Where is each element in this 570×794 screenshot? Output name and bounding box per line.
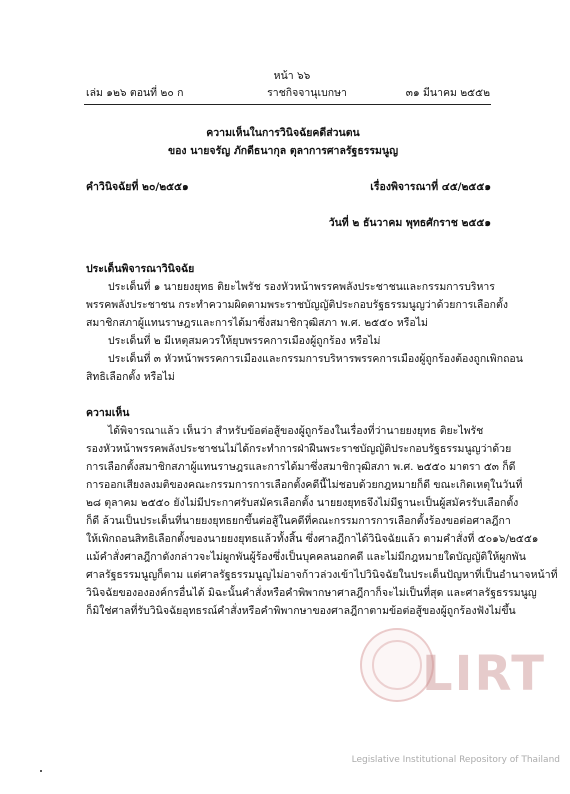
issue-line: สิทธิเลือกตั้ง หรือไม่ <box>86 371 175 383</box>
scan-speck <box>40 770 42 772</box>
opinion-line: ๒๘ ตุลาคม ๒๕๕๐ ยังไม่มีประกาศรับสมัครเลือกตั้ง นายยงยุทธจึงไม่มีฐานะเป็นผู้สมัครรับเลือกตั้ง <box>86 497 519 509</box>
issue-line: พรรคพลังประชาชน กระทำความผิดตามพระราชบัญญัติประกอบรัฐธรรมนูญว่าด้วยการเลือกตั้ง <box>86 299 508 311</box>
header-gazette: ราชกิจจานุเบกษา <box>267 87 347 99</box>
header-date: ๓๑ มีนาคม ๒๕๕๒ <box>405 87 490 99</box>
opinion-line: ศาลรัฐธรรมนูญก็ตาม แต่ศาลรัฐธรรมนูญไม่อาจก้าวล่วงเข้าไปวินิจฉัยในประเด็นปัญหาที่เป็นอำนาจหน้าที่ <box>86 569 558 581</box>
opinion-line: ก็ดี ล้วนเป็นประเด็นที่นายยงยุทธยกขึ้นต่อสู้ในคดีที่คณะกรรมการการเลือกตั้งร้องขอต่อศาลฎีกา <box>86 515 511 527</box>
header-page-number: หน้า ๖๖ <box>273 70 311 82</box>
matter-number: เรื่องพิจารณาที่ ๔๕/๒๕๕๑ <box>370 181 491 193</box>
opinion-line: แม้คำสั่งศาลฎีกาดังกล่าวจะไม่ผูกพันผู้ร้องซึ่งเป็นบุคคลนอกคดี และไม่มีกฎหมายใดบัญญัติให้ผูกพัน <box>86 551 526 563</box>
opinion-line: ก็มิใช่ศาลที่รับวินิจฉัยอุทธรณ์คำสั่งหรือคำพิพากษาของศาลฎีกาตามข้อต่อสู้ของผู้ถูกร้องฟังไม่ขึ้น <box>86 605 516 617</box>
opinion-line: ได้พิจารณาแล้ว เห็นว่า สำหรับข้อต่อสู้ของผู้ถูกร้องในเรื่องที่ว่านายยงยุทธ ติยะไพรัช <box>108 425 484 437</box>
watermark-caption: Legislative Institutional Repository of Thailand <box>351 755 560 765</box>
opinion-line: การออกเสียงลงมติของคณะกรรมการการเลือกตั้งคดีนี้ไม่ชอบด้วยกฎหมายก็ดี ขณะเกิดเหตุในวันที่ <box>86 479 523 491</box>
ruling-date: วันที่ ๒ ธันวาคม พุทธศักราช ๒๕๕๑ <box>328 217 491 229</box>
opinion-line: รองหัวหน้าพรรคพลังประชาชนไม่ได้กระทำการฝ่าฝืนพระราชบัญญัติประกอบรัฐธรรมนูญว่าด้วย <box>86 443 512 455</box>
ruling-number: คำวินิจฉัยที่ ๒๐/๒๕๕๑ <box>86 181 189 193</box>
opinion-line: การเลือกตั้งสมาชิกสภาผู้แทนราษฎรและการได้มาซึ่งสมาชิกวุฒิสภา พ.ศ. ๒๕๕๐ มาตรา ๕๓ ก็ดี <box>86 461 516 473</box>
opinion-heading: ความเห็น <box>86 407 130 419</box>
opinion-line: ให้เพิกถอนสิทธิเลือกตั้งของนายยงยุทธแล้วทั้งสิ้น ซึ่งศาลฎีกาได้วินิจฉัยแล้ว ตามคำสั่งที่ ๕๐๑๖/๒๕๕๑ <box>86 533 539 545</box>
issues-heading: ประเด็นพิจารณาวินิจฉัย <box>86 263 195 275</box>
document-title: ความเห็นในการวินิจฉัยคดีส่วนตน <box>206 127 360 139</box>
document-subtitle: ของ นายจรัญ ภักดีธนากุล ตุลาการศาลรัฐธรรมนูญ <box>167 145 399 157</box>
header-rule <box>84 104 491 105</box>
issue-line: ประเด็นที่ ๓ หัวหน้าพรรคการเมืองและกรรมการบริหารพรรคการเมืองผู้ถูกร้องต้องถูกเพิกถอน <box>108 353 523 365</box>
issue-line: ประเด็นที่ ๑ นายยงยุทธ ติยะไพรัช รองหัวหน้าพรรคพลังประชาชนและกรรมการบริหาร <box>108 281 495 293</box>
opinion-line: วินิจฉัยของององค์กรอื่นได้ มิฉะนั้นคำสั่งหรือคำพิพากษาศาลฎีกาก็จะไม่เป็นที่สุด และศาลรัฐธรรมนูญ <box>86 587 537 599</box>
header-volume: เล่ม ๑๒๖ ตอนที่ ๒๐ ก <box>86 87 184 99</box>
issue-line: ประเด็นที่ ๒ มีเหตุสมควรให้ยุบพรรคการเมืองผู้ถูกร้อง หรือไม่ <box>108 335 381 347</box>
lirt-logo: LIRT <box>422 646 546 702</box>
repository-watermark <box>351 618 570 788</box>
issue-line: สมาชิกสภาผู้แทนราษฎรและการได้มาซึ่งสมาชิกวุฒิสภา พ.ศ. ๒๕๕๐ หรือไม่ <box>86 317 428 329</box>
